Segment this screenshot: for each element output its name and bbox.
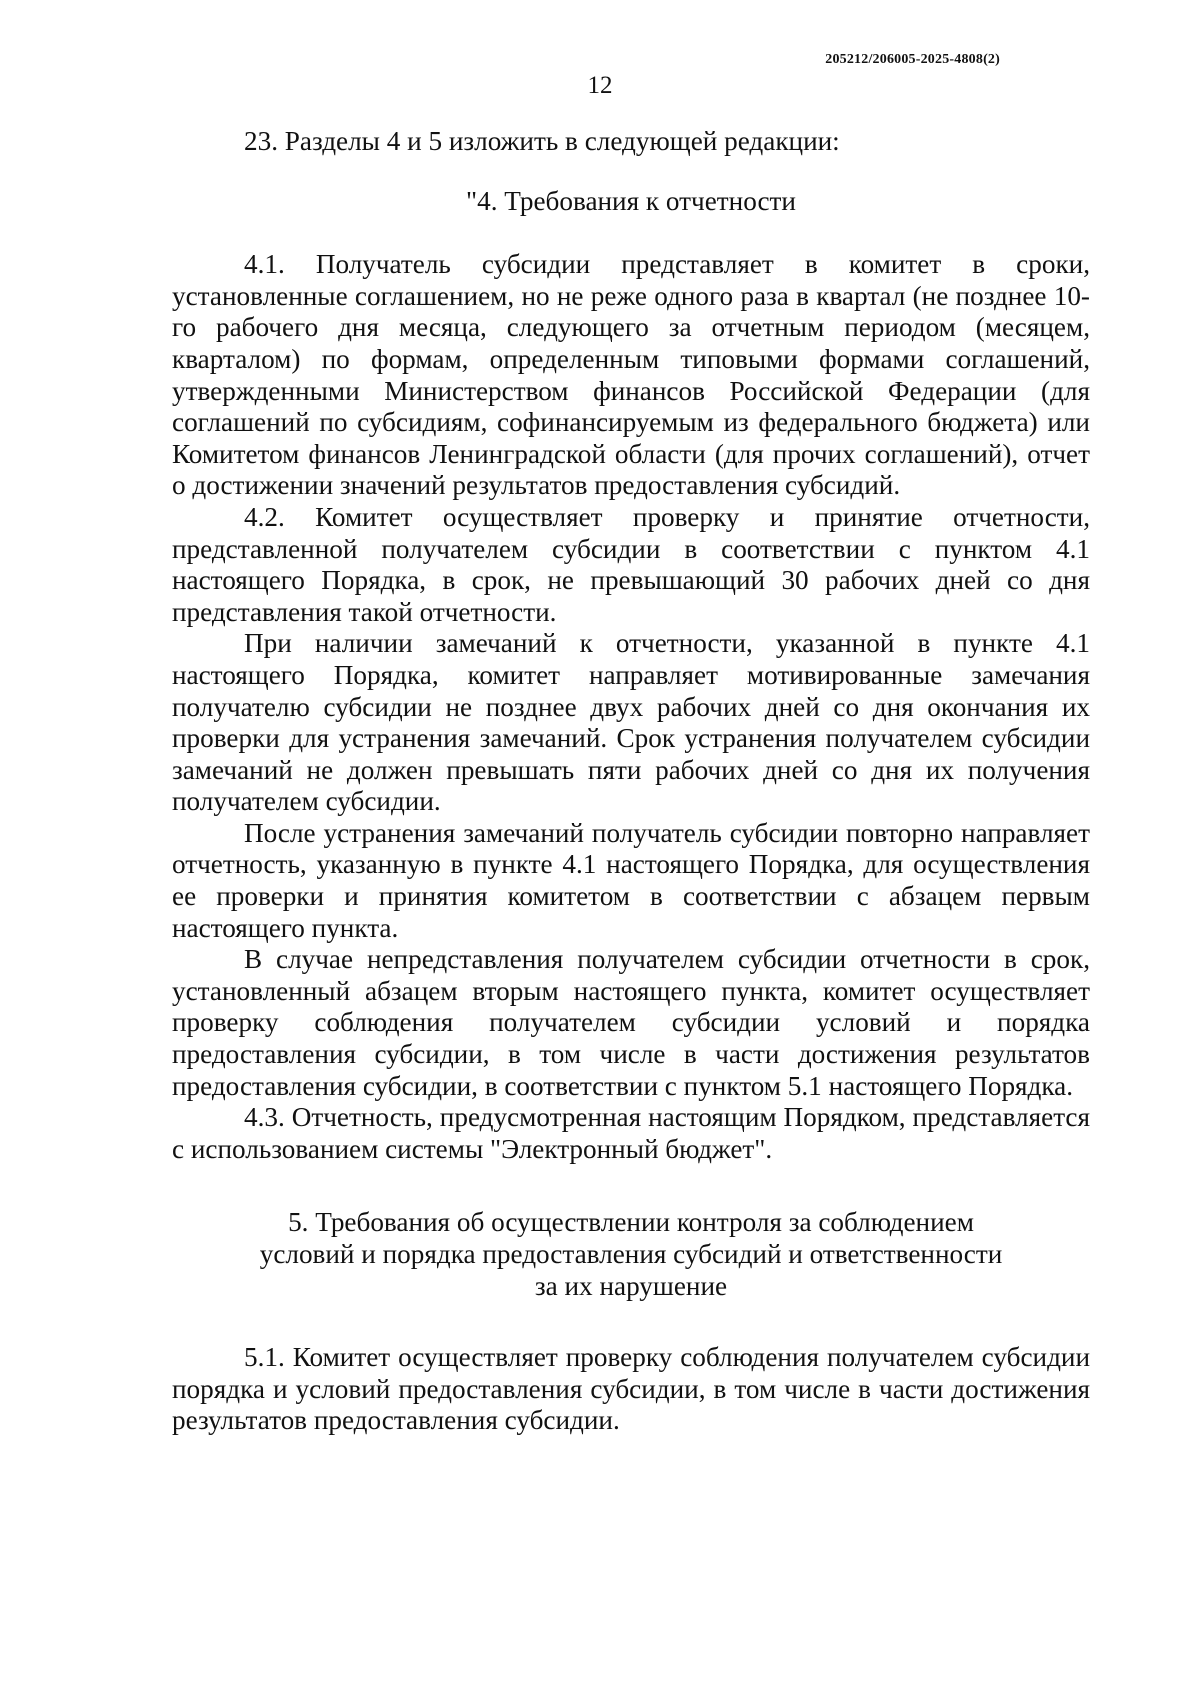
paragraph-4-2-non-submission: В случае непредставления получателем субсидии отчетности в срок, установленный абзацем вторым настоящего пункта, комитет осуществляет проверку соблюдения получателем субсидии условий и порядка предоставления субсидии, в том числе в части достижения результатов предоставления субсидии, в соответствии с пунктом 5.1 настоящего Порядка.: [172, 944, 1090, 1101]
document-registration-number: 205212/206005-2025-4808(2): [825, 52, 1000, 67]
section-4-heading: "4. Требования к отчетности: [466, 185, 796, 216]
paragraph-5-1: 5.1. Комитет осуществляет проверку соблюдения получателем субсидии порядка и условий предоставления субсидии, в том числе в части достижения результатов предоставления субсидии.: [172, 1342, 1090, 1436]
document-body: [172, 126, 1090, 1437]
paragraph-4-2-remarks: При наличии замечаний к отчетности, указанной в пункте 4.1 настоящего Порядка, комитет направляет мотивированные замечания получателю субсидии не позднее двух рабочих дней со дня окончания их проверки для устранения замечаний. Срок устранения получателем субсидии замечаний не должен превышать пяти рабочих дней со дня их получения получателем субсидии.: [172, 628, 1090, 817]
paragraph-4-2: 4.2. Комитет осуществляет проверку и принятие отчетности, представленной получателем субсидии в соответствии с пунктом 4.1 настоящего Порядка, в срок, не превышающий 30 рабочих дней со дня представления такой отчетности.: [172, 501, 1090, 627]
paragraph-4-1: 4.1. Получатель субсидии представляет в комитет в сроки, установленные соглашением, но не реже одного раза в квартал (не позднее 10-го рабочего дня месяца, следующего за отчетным периодом (месяцем, кварталом) по формам, определенным типовыми формами соглашений, утвержденными Министерством финансов Российской Федерации (для соглашений по субсидиям, софинансируемым из федерального бюджета) или Комитетом финансов Ленинградской области (для прочих соглашений), отчет о достижении значений результатов предоставления субсидий.: [172, 249, 1090, 501]
section-5-heading-line: 5. Требования об осуществлении контроля за соблюдением: [288, 1207, 974, 1238]
section-5-heading: [172, 1207, 1090, 1302]
section-5-heading-line: за их нарушение: [534, 1270, 728, 1301]
paragraph-4-2-resubmission: После устранения замечаний получатель субсидии повторно направляет отчетность, указанную в пункте 4.1 настоящего Порядка, для осуществления ее проверки и принятия комитетом в соответствии с абзацем первым настоящего пункта.: [172, 817, 1090, 943]
section-5-heading-line: условий и порядка предоставления субсидий и ответственности: [259, 1239, 1003, 1269]
page-number: 12: [587, 72, 613, 99]
paragraph-4-3: 4.3. Отчетность, предусмотренная настоящим Порядком, представляется с использованием системы "Электронный бюджет".: [172, 1102, 1090, 1164]
amendment-intro: 23. Разделы 4 и 5 изложить в следующей редакции:: [244, 126, 840, 156]
